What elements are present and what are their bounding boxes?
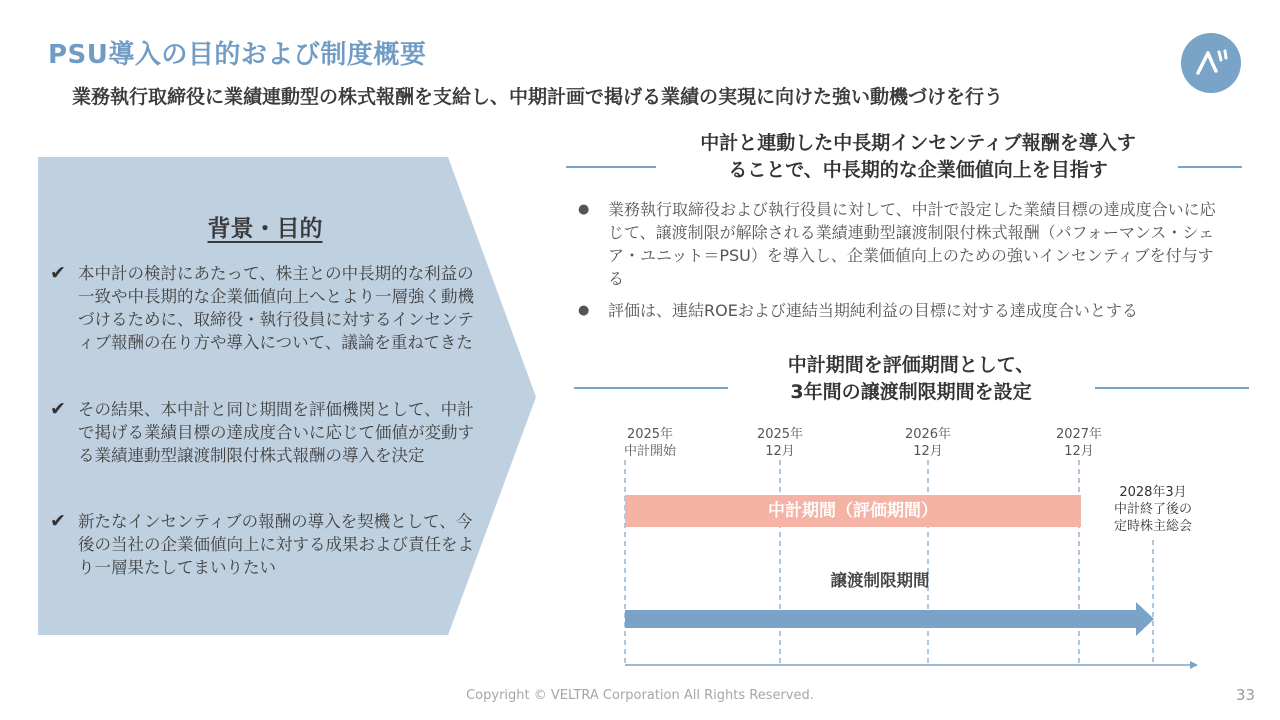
marker-line1: 2027年 <box>1055 427 1103 442</box>
agm-line: 定時株主総会 <box>1113 519 1192 534</box>
incentive-bullet <box>578 299 1238 322</box>
veltra-logo-icon <box>1181 33 1241 93</box>
check-icon: ✔ <box>50 510 66 532</box>
background-item <box>50 510 490 579</box>
background-item-text: その結果、本中計と同じ期間を評価機関として、中計で掲げる業績目標の達成度合いに応じて価値が変動する業績連動型譲渡制限付株式報酬の導入を決定 <box>78 400 474 465</box>
marker-line1: 2025年 <box>756 427 804 442</box>
restriction-period-label: 譲渡制限期間 <box>830 571 930 590</box>
agm-line: 2028年3月 <box>1119 485 1187 500</box>
timeline-marker-label <box>740 426 820 460</box>
marker-line1: 2026年 <box>904 427 952 442</box>
marker-line1: 2025年 <box>626 427 674 442</box>
timeline-marker-label <box>1039 426 1119 460</box>
evaluation-period-bar: 中計期間（評価期間） <box>625 495 1081 527</box>
incentive-bullet-text: 業務執行取締役および執行役員に対して、中計で設定した業績目標の達成度合いに応じて、譲渡制限が解除される業績連動型譲渡制限付株式報酬（パフォーマンス・シェア・ユニット＝PSU）を導入し、企業価値向上のための強いインセンティブを付与する <box>608 200 1216 288</box>
timeline-marker-label <box>610 426 690 460</box>
timeline-title-line: 中計期間を評価期間として、 <box>787 354 1035 376</box>
incentive-bullet-text: 評価は、連結ROEおよび連結当期純利益の目標に対する達成度合いとする <box>608 301 1138 320</box>
divider <box>566 166 656 168</box>
marker-line2: 12月 <box>1064 444 1094 459</box>
agm-line: 中計終了後の <box>1113 502 1192 517</box>
marker-line2: 中計開始 <box>623 444 676 459</box>
check-icon: ✔ <box>50 398 66 420</box>
page-title: PSU導入の目的および制度概要 <box>48 40 427 70</box>
restriction-arrow-body <box>625 610 1140 628</box>
marker-line2: 12月 <box>765 444 795 459</box>
incentive-bullet <box>578 198 1238 290</box>
timeline-title <box>730 352 1092 406</box>
page-number: 33 <box>1236 686 1256 704</box>
divider <box>1178 166 1242 168</box>
background-item-text: 新たなインセンティブの報酬の導入を契機として、今後の当社の企業価値向上に対する成果および責任をより一層果たしてまいりたい <box>78 512 474 577</box>
restriction-arrow-head <box>1136 602 1154 636</box>
timeline-axis-arrow <box>1190 661 1198 669</box>
incentive-title-line: ることで、中長期的な企業価値向上を目指す <box>728 159 1108 181</box>
marker-line2: 12月 <box>913 444 943 459</box>
background-item-text: 本中計の検討にあたって、株主との中長期的な利益の一致や中長期的な企業価値向上へとより一層強く動機づけるために、取締役・執行役員に対するインセンティブ報酬の在り方や導入について、議論を重ねてきた <box>78 264 474 352</box>
background-heading: 背景・目的 <box>207 216 323 242</box>
timeline-marker-label <box>888 426 968 460</box>
bullet-dot-icon: ● <box>578 303 590 318</box>
divider <box>1095 387 1249 389</box>
copyright: Copyright © VELTRA Corporation All Rights Reserved. <box>466 688 814 703</box>
incentive-title <box>660 130 1176 184</box>
background-item <box>50 262 490 354</box>
background-item <box>50 398 490 467</box>
incentive-title-line: 中計と連動した中長期インセンティブ報酬を導入す <box>700 132 1136 154</box>
bullet-dot-icon: ● <box>578 202 590 217</box>
divider <box>574 387 728 389</box>
agm-label <box>1100 484 1206 535</box>
timeline-title-line: 3年間の譲渡制限期間を設定 <box>790 381 1032 403</box>
page-subtitle: 業務執行取締役に業績連動型の株式報酬を支給し、中期計画で掲げる業績の実現に向けた強い動機づけを行う <box>72 86 1004 108</box>
check-icon: ✔ <box>50 262 66 284</box>
